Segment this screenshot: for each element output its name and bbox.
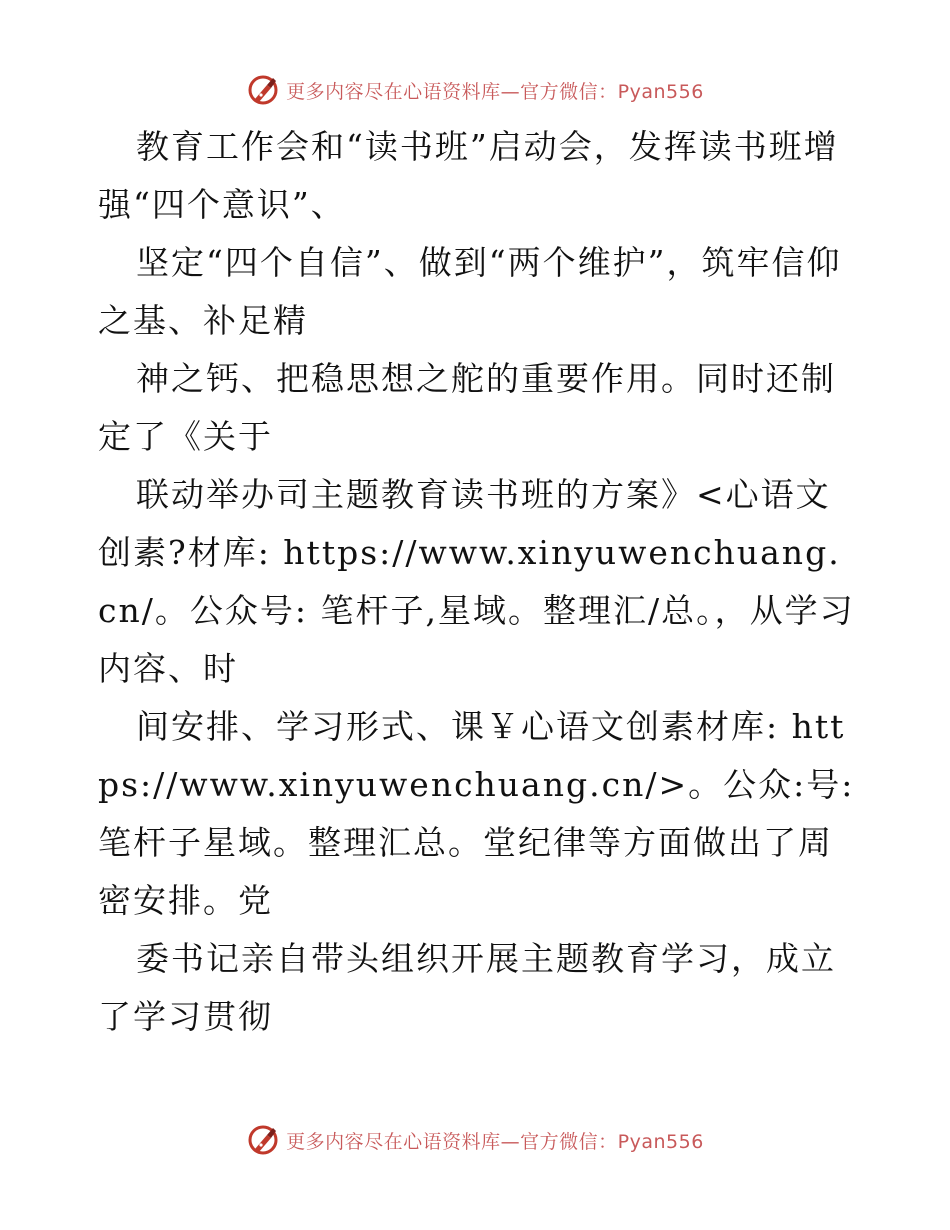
paragraph: 教育工作会和“读书班”启动会，发挥读书班增强“四个意识”、 <box>98 127 839 224</box>
document-body <box>98 118 858 1046</box>
paragraph: 委书记亲自带头组织开展主题教育学习，成立了学习贯彻 <box>98 939 836 1036</box>
paragraph: 坚定“四个自信”、做到“两个维护”，筑牢信仰之基、补足精 <box>98 243 842 340</box>
header-banner-text: 更多内容尽在心语资料库—官方微信：Pyan556 <box>286 80 704 103</box>
pen-nib-logo-icon <box>246 73 280 107</box>
footer-banner-text: 更多内容尽在心语资料库—官方微信：Pyan556 <box>286 1130 704 1153</box>
paragraph: 联动举办司主题教育读书班的方案》<心语文创素?材库: https://www.xinyuwenchuang.cn/。公众号: 笔杆子,星域。整理汇/总。，从学习内容、时 <box>98 475 855 688</box>
header-banner <box>0 70 950 110</box>
paragraph: 间安排、学习形式、课￥心语文创素材库: https://www.xinyuwenchuang.cn/>。公众:号: 笔杆子星域。整理汇总。堂纪律等方面做出了周密安排。党 <box>98 707 855 920</box>
pen-nib-logo-icon <box>246 1123 280 1157</box>
footer-banner <box>0 1120 950 1160</box>
paragraph: 神之钙、把稳思想之舵的重要作用。同时还制定了《关于 <box>98 359 836 456</box>
